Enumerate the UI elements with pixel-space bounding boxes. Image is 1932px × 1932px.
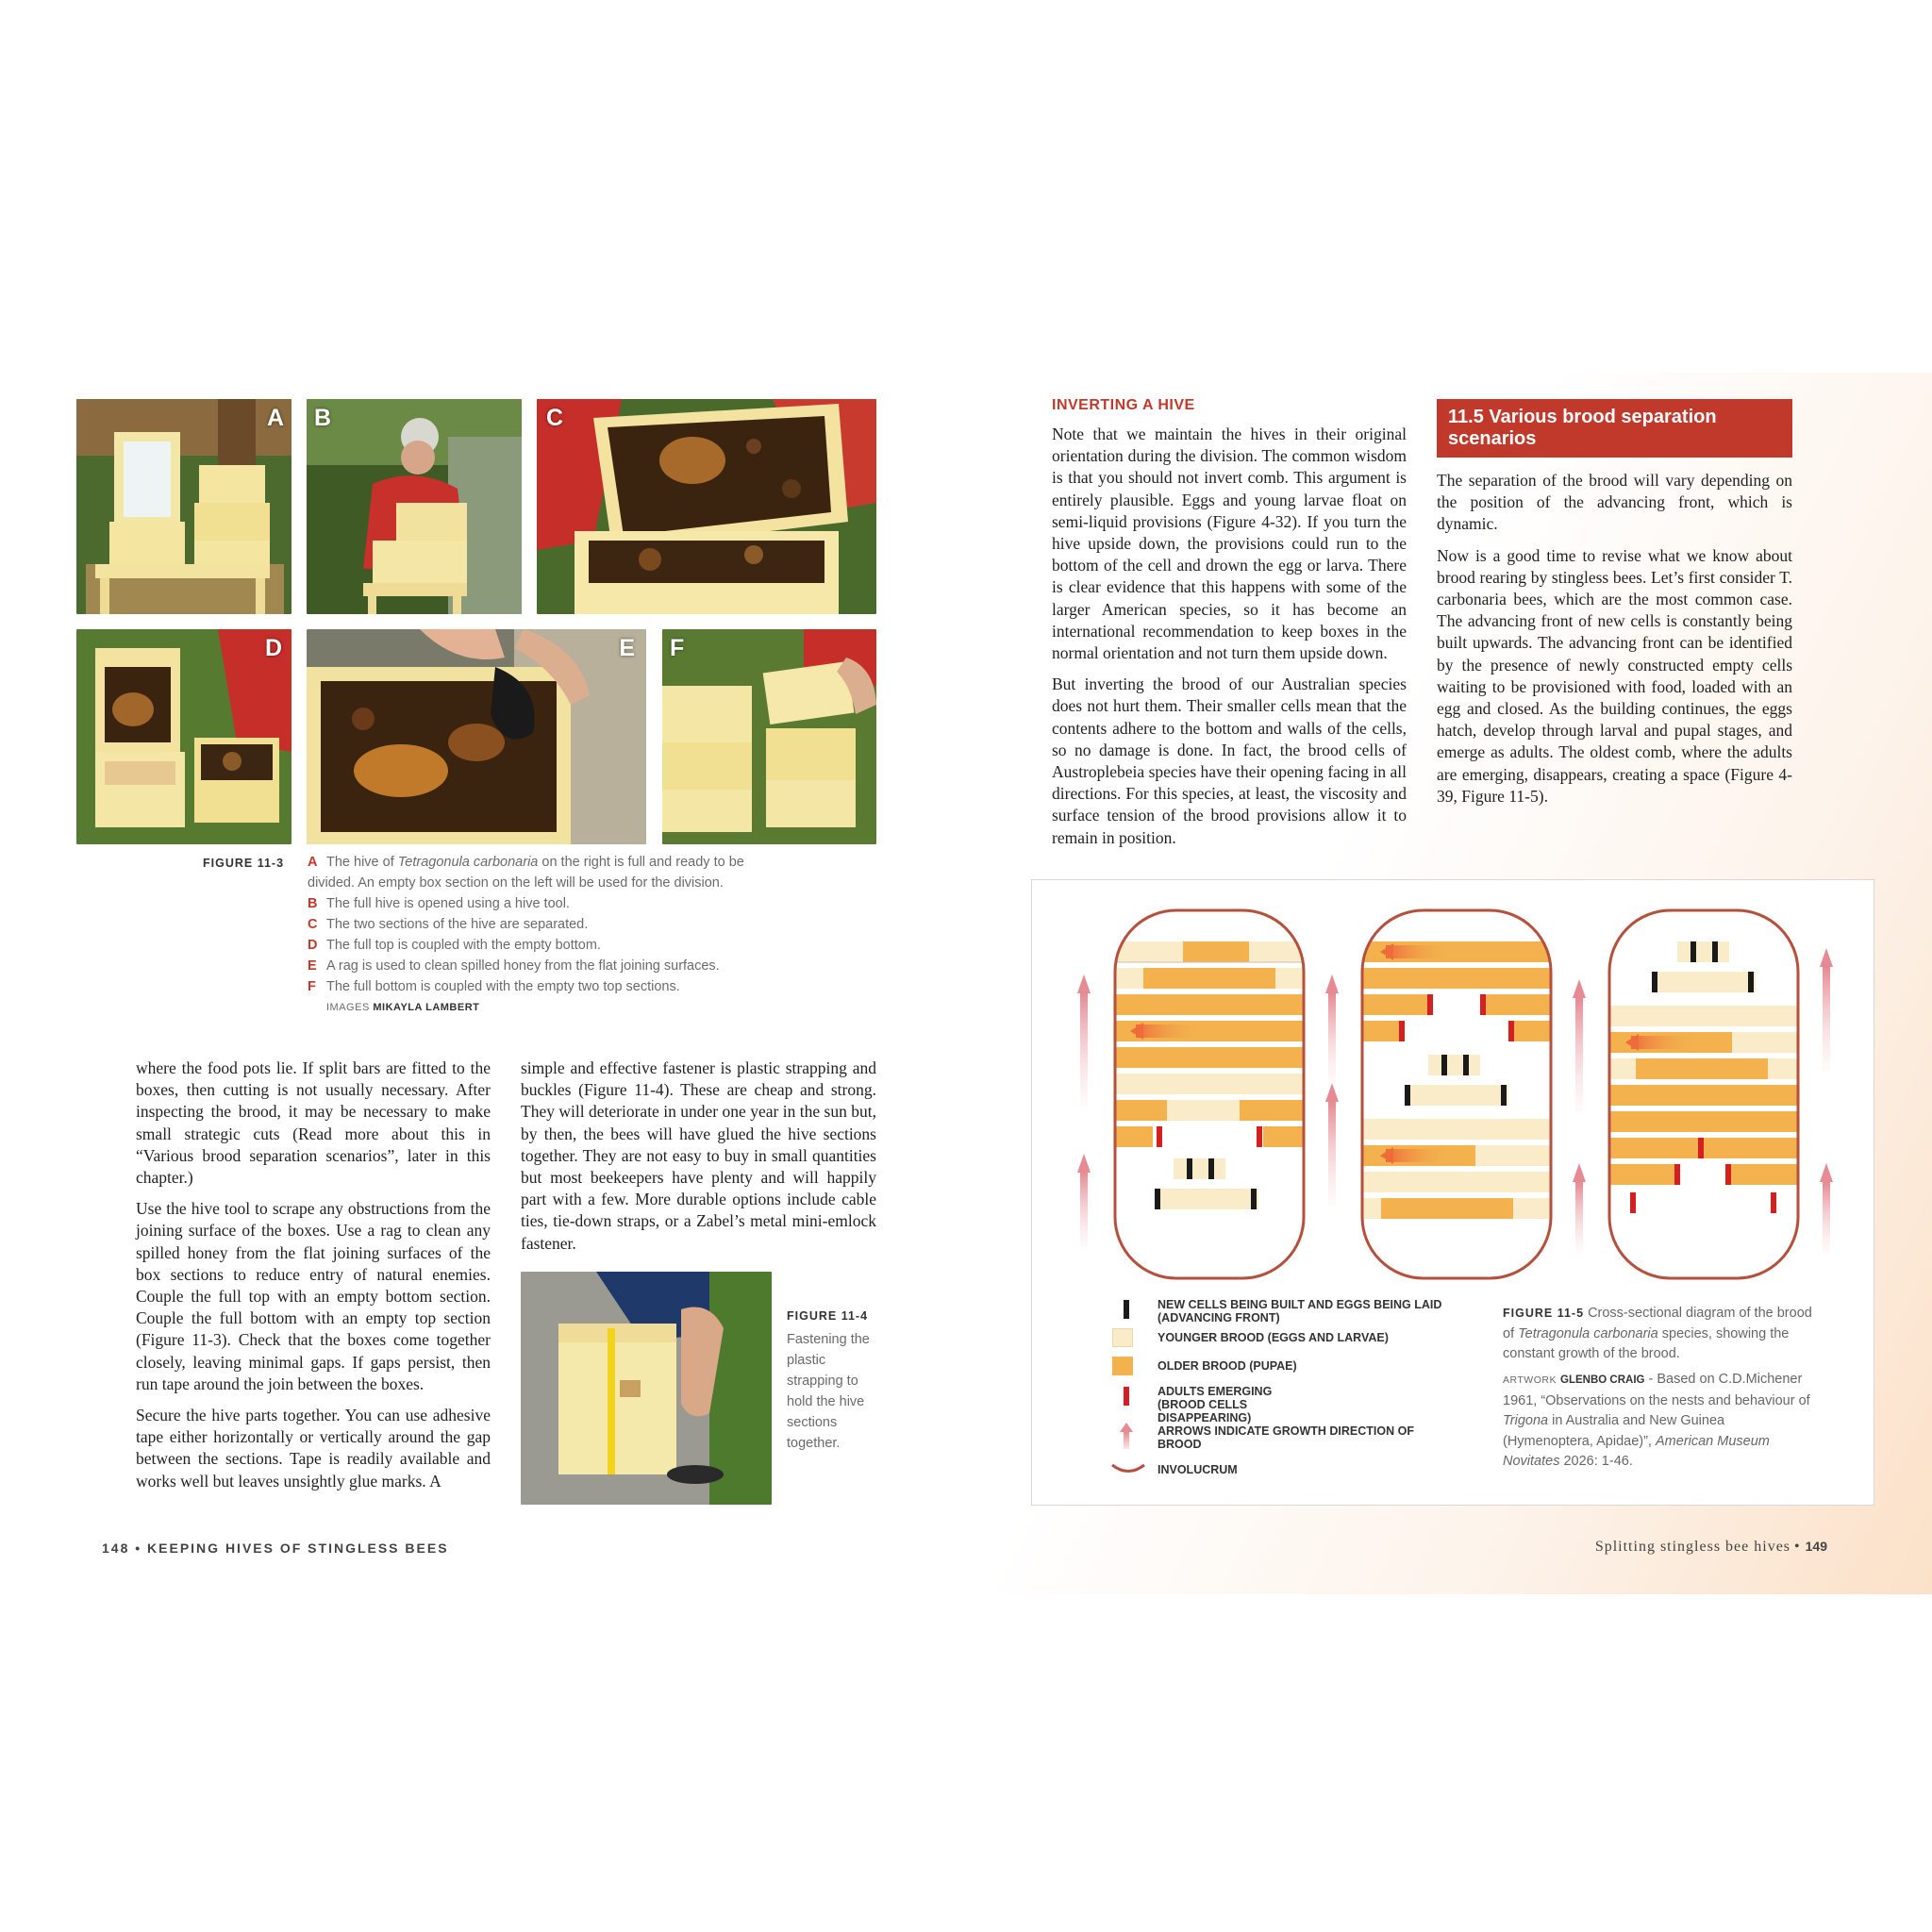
brood-nest-2 <box>1362 910 1551 1278</box>
brood-row <box>1609 1006 1798 1026</box>
section-heading-inverting: INVERTING A HIVE <box>1052 397 1195 413</box>
brood-row <box>1183 941 1249 962</box>
paragraph: The separation of the brood will vary depending on the position of the advancing front, which is dynamic. <box>1437 471 1792 534</box>
legend-swatch-older <box>1112 1357 1133 1375</box>
adult-cell <box>1257 1126 1262 1147</box>
brood-diagram <box>1032 880 1874 1295</box>
brood-row <box>1143 968 1275 989</box>
footer-left: 148 • KEEPING HIVES OF STINGLESS BEES <box>102 1541 449 1556</box>
adult-cell <box>1427 994 1433 1015</box>
brood-row <box>1115 1126 1153 1147</box>
photo-f <box>662 629 876 844</box>
brood-row <box>1240 1100 1304 1121</box>
figure-11-3-caption <box>308 852 779 1018</box>
growth-arrow <box>1823 967 1830 1071</box>
brood-nest-1 <box>1115 910 1304 1278</box>
paragraph: where the food pots lie. If split bars are fitted to the boxes, then cutting is not usually necessary. After inspecting the brood, it may be necessary to make small strategic cuts (Read more about this in “Various brood separation scenarios”, later in this chapter.) <box>136 1058 491 1188</box>
panel-label-c: C <box>546 405 564 431</box>
panel-label-f: F <box>670 635 685 661</box>
new-cell <box>1187 1158 1192 1179</box>
caption-item-d: D The full top is coupled with the empty bottom. <box>308 938 601 953</box>
new-cell <box>1501 1085 1507 1106</box>
new-cell <box>1690 941 1696 962</box>
photo-e <box>307 629 646 844</box>
photo-b <box>307 399 522 614</box>
growth-arrow-left <box>1386 1149 1452 1162</box>
paragraph: Use the hive tool to scrape any obstructions from the joining surface of the boxes. Use a rag to clean any spilled honey from the flat joining surfaces of the box sections to reduce entry of natural enemies. Couple the full top with an empty bottom section. Couple the full bottom with an empty top section (Figure 11-3). Check that the boxes come together closely, leaving minimal gaps. If gaps persist, then run tape around the join between the boxes. <box>136 1199 491 1393</box>
new-cell <box>1463 1055 1469 1075</box>
new-cell <box>1441 1055 1447 1075</box>
brood-row <box>1115 1100 1167 1121</box>
brood-row <box>1263 1126 1304 1147</box>
brood-row <box>1381 1198 1513 1219</box>
legend-item-older: OLDER BROOD (PUPAE) <box>1112 1355 1452 1383</box>
adult-cell <box>1725 1164 1731 1185</box>
photo-a <box>76 399 291 614</box>
brood-row <box>1362 994 1433 1015</box>
new-cell <box>1712 941 1718 962</box>
adult-cell <box>1399 1021 1405 1041</box>
growth-arrow <box>1325 1083 1339 1102</box>
new-cell <box>1748 972 1754 992</box>
brood-row <box>1636 1058 1768 1079</box>
paragraph: Note that we maintain the hives in their original orientation during the division. The common wisdom is that you should not invert comb. This argument is entirely plausible. Eggs and young larvae float on semi-liquid provisions (Figure 4-32). If you turn the hive upside down, the provisions could run to the bottom of the cell and drown the egg or larva. There is clear evidence that this happens with some of the larger American species, so it has become an international recommendation to keep boxes in the normal orientation and not turn them upside down. <box>1052 425 1407 663</box>
brood-row <box>1480 994 1551 1015</box>
brood-row <box>1115 1047 1304 1068</box>
new-cell <box>1652 972 1657 992</box>
brood-row <box>1115 994 1304 1015</box>
photo-c <box>537 399 876 614</box>
figure-11-4-label: FIGURE 11-4 <box>787 1309 869 1323</box>
brood-row <box>1609 1085 1798 1106</box>
brood-row <box>1428 1055 1480 1075</box>
new-cell <box>1155 1189 1160 1209</box>
footer-right: Splitting stingless bee hives • 149 <box>1594 1539 1827 1555</box>
legend-item-arrows: ARROWS INDICATE GROWTH DIRECTION OF BROOD <box>1112 1423 1452 1460</box>
panel-label-d: D <box>264 635 282 661</box>
figure-11-5-credit: ARTWORK GLENBO CRAIG - Based on C.D.Michener 1961, “Observations on the nests and behaviour of Trigona in Australia and New Guinea (Hymenoptera, Apidae)”, American Museum Novitates 2026: 1-46. <box>1503 1372 1810 1469</box>
adult-cell <box>1157 1126 1162 1147</box>
caption-item-b: B The full hive is opened using a hive tool. <box>308 896 570 911</box>
growth-arrow <box>1328 1102 1336 1206</box>
growth-arrow <box>1328 993 1336 1083</box>
growth-arrow <box>1077 1154 1091 1173</box>
legend-item-younger: YOUNGER BROOD (EGGS AND LARVAE) <box>1112 1326 1452 1355</box>
panel-label-a: A <box>266 405 284 431</box>
brood-row <box>1362 1172 1551 1192</box>
paragraph: But inverting the brood of our Australian species does not hurt them. Their smaller cells mean that the contents adhere to the bottom and walls of the cells, so no damage is done. In fact, the brood cells of Austroplebeia species have their opening facing in all directions. For this species, at least, the viscosity and surface tension of the brood provisions allow it to remain in position. <box>1052 675 1407 847</box>
growth-arrow <box>1080 1173 1088 1248</box>
growth-arrow <box>1820 1163 1833 1182</box>
growth-arrow-left <box>1386 945 1452 958</box>
caption-item-f: F The full bottom is coupled with the empty two top sections. <box>308 979 680 994</box>
legend-swatch-younger <box>1112 1328 1133 1347</box>
panel-label-e: E <box>619 635 635 661</box>
caption-item-a: A The hive of Tetragonula carbonaria on the right is full and ready to be divided. An empty box section on the left will be used for the division. <box>308 855 744 891</box>
adult-cell <box>1508 1021 1514 1041</box>
growth-arrow <box>1575 1182 1583 1253</box>
brood-row <box>1725 1164 1798 1185</box>
left-column-1 <box>136 1058 491 1502</box>
caption-item-e: E A rag is used to clean spilled honey from the flat joining surfaces. <box>308 958 720 974</box>
growth-arrow <box>1575 998 1583 1111</box>
figure-11-5-box <box>1031 879 1874 1506</box>
growth-arrow <box>1077 974 1091 993</box>
brood-row <box>1677 941 1729 962</box>
brood-row <box>1508 1021 1551 1041</box>
brood-row <box>1115 1074 1304 1094</box>
brood-row <box>1362 968 1551 989</box>
adult-cell <box>1630 1192 1636 1213</box>
brood-row <box>1609 1111 1798 1132</box>
growth-arrow-left <box>1136 1024 1202 1038</box>
footer-page-number: 149 <box>1805 1539 1827 1554</box>
legend-swatch-adults <box>1124 1387 1129 1406</box>
brood-row <box>1362 1119 1551 1140</box>
diagram-legend <box>1112 1298 1452 1485</box>
growth-arrow <box>1080 993 1088 1107</box>
new-cell <box>1251 1189 1257 1209</box>
section-banner-11-5: 11.5 Various brood separation scenarios <box>1437 399 1792 458</box>
right-column-1 <box>1052 424 1407 858</box>
adult-cell <box>1698 1138 1704 1158</box>
photo-figure-11-4 <box>521 1272 772 1505</box>
figure-11-3-credit: IMAGES MIKAYLA LAMBERT <box>326 1002 480 1013</box>
panel-label-b: B <box>314 405 332 431</box>
footer-running-title: Splitting stingless bee hives <box>1594 1539 1791 1555</box>
brood-row <box>1362 1021 1405 1041</box>
figure-11-3-label: FIGURE 11-3 <box>203 857 285 870</box>
photo-d <box>76 629 291 844</box>
figure-11-4-caption: Fastening the plastic strapping to hold the hive sections together. <box>787 1332 870 1451</box>
brood-row <box>1609 1164 1680 1185</box>
legend-item-involucrum: INVOLUCRUM <box>1112 1460 1452 1485</box>
adult-cell <box>1674 1164 1680 1185</box>
new-cell <box>1405 1085 1410 1106</box>
growth-arrow <box>1325 974 1339 993</box>
figure-11-5-label: FIGURE 11-5 <box>1503 1307 1585 1320</box>
growth-arrow <box>1573 979 1586 998</box>
paragraph: Secure the hive parts together. You can use adhesive tape either horizontally or vertically around the gap between the sections. Tape is readily available and works well but leaves unsightly glue marks. A <box>136 1406 491 1491</box>
legend-item-adults: ADULTS EMERGING (BROOD CELLS DISAPPEARING) <box>1112 1383 1452 1423</box>
left-column-2 <box>521 1058 876 1264</box>
brood-row <box>1405 1085 1508 1106</box>
growth-arrow <box>1820 948 1833 967</box>
caption-item-c: C The two sections of the hive are separated. <box>308 917 589 932</box>
paragraph: Now is a good time to revise what we know about brood rearing by stingless bees. Let’s first consider T. carbonaria bees, which are the most common case. The advancing front of new cells is constantly being built upwards. The advancing front can be identified by the presence of newly constructed empty cells waiting to be provisioned with food, loaded with an egg and closed. As the building continues, the eggs hatch, develop through larval and pupal stages, and emerge as adults. The oldest comb, where the adults are emerging, disappears, creating a space (Figure 4-39, Figure 11-5). <box>1437 545 1792 806</box>
figure-11-5-caption: FIGURE 11-5 Cross-sectional diagram of the brood of Tetragonula carbonaria species, showing the constant growth of the brood. <box>1503 1306 1812 1361</box>
right-column-2 <box>1437 470 1792 817</box>
legend-item-new: NEW CELLS BEING BUILT AND EGGS BEING LAID (ADVANCING FRONT) <box>1112 1298 1452 1326</box>
paragraph: simple and effective fastener is plastic strapping and buckles (Figure 11-4). These are cheap and strong. They will deteriorate in under one year in the sun but, by then, the bees will have glued the hive sections together. They are not easy to buy in small quantities but most beekeepers have plenty and will happily part with a few. More durable options include cable ties, tie-down straps, or a Zabel’s metal mini-emlock fastener. <box>521 1058 876 1253</box>
adult-cell <box>1771 1192 1776 1213</box>
growth-arrow-left <box>1631 1036 1697 1049</box>
legend-swatch-new <box>1124 1300 1129 1319</box>
legend-arrow-icon <box>1117 1423 1138 1451</box>
legend-involucrum-icon <box>1110 1462 1146 1477</box>
new-cell <box>1208 1158 1214 1179</box>
adult-cell <box>1480 994 1486 1015</box>
growth-arrow <box>1823 1182 1830 1253</box>
brood-nest-3 <box>1609 910 1798 1278</box>
brood-row <box>1155 1189 1258 1209</box>
growth-arrow <box>1573 1163 1586 1182</box>
brood-row <box>1652 972 1756 992</box>
brood-row <box>1174 1158 1225 1179</box>
